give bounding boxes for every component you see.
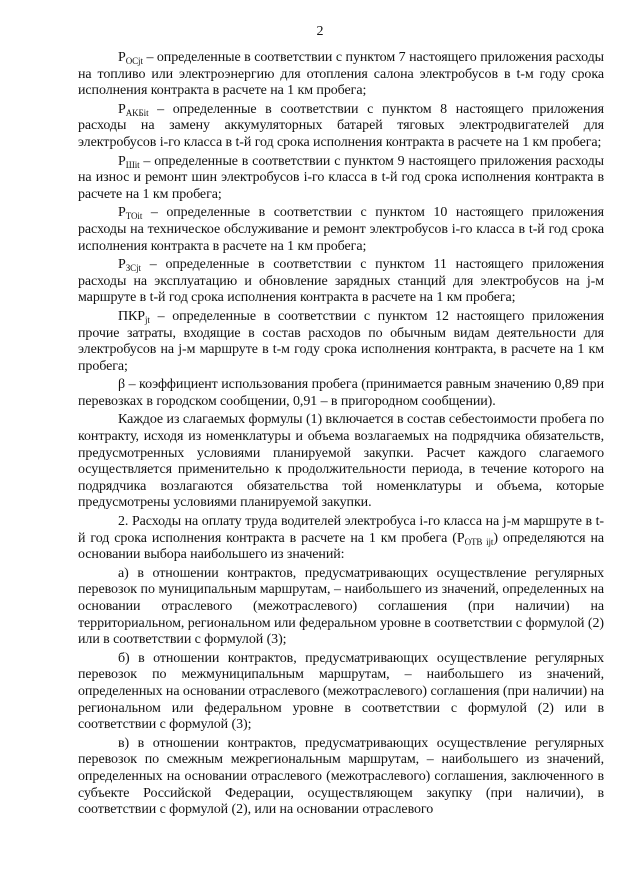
formula-subscript: TOit — [125, 211, 143, 222]
definition-p-sh — [78, 154, 604, 204]
definition-text: – определенные в соответствии с пунктом 8 настоящего приложения расходы на замену аккумуляторных батарей тяговых электродвигателей для электробусов i-го класса в t-й год срока исполнения контракта в расчете на 1 км пробега; — [78, 101, 604, 150]
definition-p-akb — [78, 102, 604, 152]
definition-text: – определенные в соответствии с пунктом 7 настоящего приложения расходы на топливо или электроэнергию для отопления салона электробусов в t-м году срока исполнения контракта в расчете на 1 км пробега; — [78, 50, 604, 99]
definition-p-to — [78, 205, 604, 255]
formula-subscript: jt — [145, 314, 150, 325]
definition-p-oc — [78, 50, 604, 100]
document-body — [78, 50, 604, 819]
formula-subscript: Шit — [125, 159, 140, 170]
formula-subscript: ЗСjt — [125, 263, 141, 274]
definition-text: – коэффициент использования пробега (принимается равным значению 0,89 при перевозках в городском сообщении, 0,91 – в пригородном сообщении). — [78, 377, 604, 409]
definition-text: – определенные в соответствии с пунктом 10 настоящего приложения расходы на техническое обслуживание и ремонт электробусов i-го класса в t-й год срока исполнения контракта в расчете на 1 км пробега; — [78, 205, 604, 254]
definition-pkr — [78, 309, 604, 375]
formula-symbol: ПКР — [118, 308, 145, 324]
paragraph-summands — [78, 412, 604, 512]
paragraph-text: Каждое из слагаемых формулы (1) включается в состав себестоимости пробега по контракту, исходя из номенклатуры и объема возлагаемых на подрядчика обязательств, предусмотренных условиями планируемой закупки. Расчет каждого слагаемого осуществляется применительно к продолжительности периода, в течение которого на подрядчика возлагаются обязательства той номенклатуры и объема, которые предусмотрены условиями планируемой закупки. — [78, 412, 604, 511]
list-item-b: б) в отношении контрактов, предусматривающих осуществление регулярных перевозок по межмуниципальным маршрутам, – наибольшего из значений, определенных на основании отраслевого (межотраслевого) соглашения (при наличии) на региональном или федеральном уровне в соответствии с формулой (2) или в соответствии с формулой (3); — [78, 650, 604, 733]
formula-symbol: P — [118, 153, 126, 169]
definition-beta — [78, 377, 604, 410]
page-number: 2 — [316, 24, 324, 39]
formula-subscript: AKБit — [125, 107, 149, 118]
formula-symbol: P — [118, 101, 126, 117]
section-2-intro — [78, 514, 604, 564]
definition-text: – определенные в соответствии с пунктом 12 настоящего приложения прочие затраты, входящие в состав расходов по обычным видам деятельности для электробусов на j-м маршруте в t-м году срока исполнения контракта, в расчете на 1 км пробега; — [78, 308, 604, 374]
definition-p-zs — [78, 257, 604, 307]
definition-text: – определенные в соответствии с пунктом 9 настоящего приложения расходы на износ и ремонт шин электробусов i-го класса в t-й год срока исполнения контракта в расчете на 1 км пробега; — [78, 153, 604, 202]
formula-symbol: P — [118, 257, 126, 273]
formula-symbol: β — [118, 377, 126, 393]
list-item-a: а) в отношении контрактов, предусматривающих осуществление регулярных перевозок по муниципальным маршрутам, – наибольшего из значений, определенных на основании отраслевого (межотраслевого) соглашения (при наличии) на территориальном, региональном или федеральном уровне в соответствии с формулой (2) или в соответствии с формулой (3); — [78, 565, 604, 648]
section-2-text-after: ) определяются на основании выбора наибольшего из значений: — [78, 530, 604, 563]
formula-symbol: P — [118, 50, 126, 65]
list-item-v: в) в отношении контрактов, предусматривающих осуществление регулярных перевозок по смежным межрегиональным маршрутам, – наибольшего из значений, определенных на основании отраслевого (межотраслевого) соглашения, заключенного в субъекте Российской Федерации, осуществляющем закупку (при наличии), в соответствии с формулой (2), или на основании отраслевого — [78, 735, 604, 818]
formula-subscript: ОТВ ijt — [464, 536, 494, 547]
definition-text: – определенные в соответствии с пунктом 11 настоящего приложения расходы на эксплуатацию и обновление зарядных станций для электробусов на j-м маршруте в t-й год срока исполнения контракта в расчете на 1 км пробега; — [78, 257, 604, 306]
formula-symbol: P — [118, 205, 126, 221]
section-2-text-before: 2. Расходы на оплату труда водителей электробуса i-го класса на j-м маршруте в t-й год срока исполнения контракта в расчете на 1 км пробега (P — [78, 514, 604, 546]
formula-subscript: OCjt — [125, 56, 143, 66]
